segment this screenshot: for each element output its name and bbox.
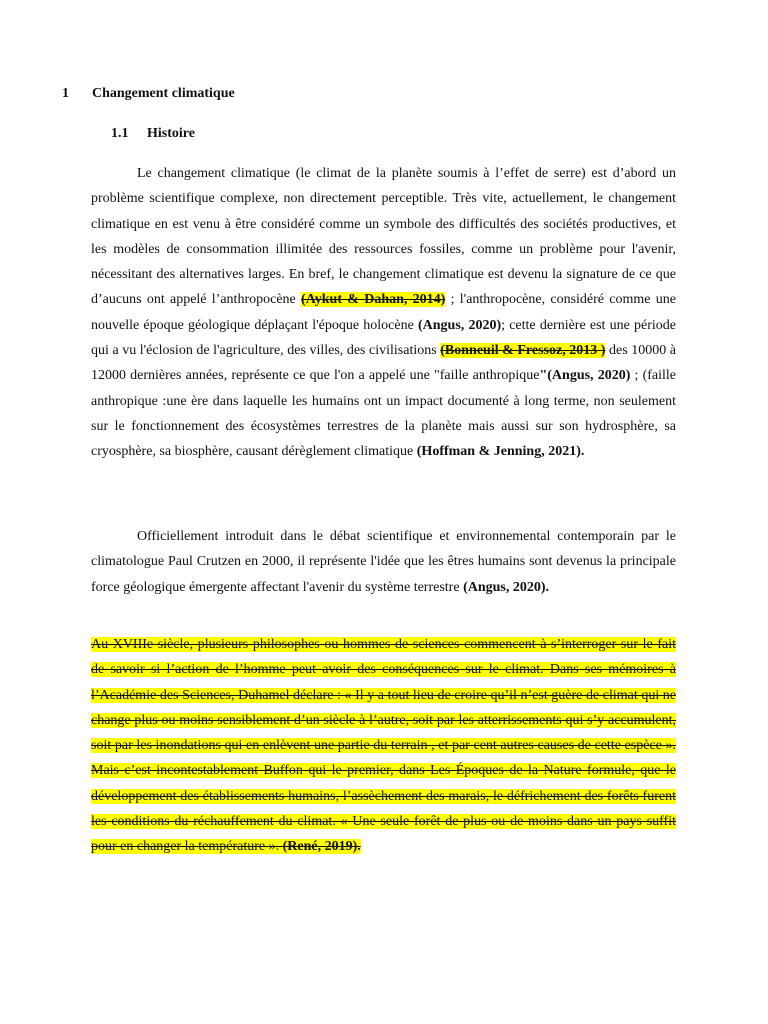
paragraph-1 [91, 161, 676, 465]
citation-aykut-dahan: (Aykut & Dahan, 2014) [301, 292, 446, 308]
paragraph-1-text-3: ; cette dernière est une période qui a vu l'éclosion de l'agriculture, des villes, des civilisations [91, 317, 676, 359]
paragraph-2-text-1: Officiellement introduit dans le débat scientifique et environnemental contemporain par le climatologue Paul Crutzen en 2000, il représente l'idée que les êtres humains sont devenus la principale force géologique émergente affectant l'avenir du système terrestre [91, 529, 676, 595]
heading-2 [111, 126, 195, 142]
citation-angus-3: (Angus, 2020). [463, 579, 550, 595]
heading-1 [62, 86, 235, 102]
paragraph-3-text-1: Au XVIIIe siècle, plusieurs philosophes ou hommes de sciences commencent à s’interroger sur le fait de savoir si l’action de l’homme peut avoir des conséquences sur le climat. Dans ses mémoires à l’Académie des Sciences, Duhamel déclare : « Il y a tout lieu de croire qu’il n’est guère de climat qui ne change plus ou moins sensiblement d’un siècle à l’autre, soit par les atterrissements qui s’y accumulent, soit par les inondations qui en enlèvent une partie du terrain , et par cent autres causes de cette espèce ». Mais c’est incontestablement Buffon qui le premier, dans Les Époques de la Nature formule, que le développement des établissements humains, l’assèchement des marais, le défrichement des forêts furent les conditions du réchauffement du climat. « Une seule forêt de plus ou de moins dans un pays suffit pour en changer la température ». [91, 637, 676, 855]
paragraph-1-text-2: ; l'anthropocène, considéré comme une nouvelle époque géologique déplaçant l'époque holocène [91, 292, 676, 333]
citation-bonneuil-fressoz: (Bonneuil & Fressoz, 2013 ) [440, 343, 606, 359]
citation-rene: (René, 2019). [282, 839, 361, 855]
citation-hoffman-jenning: (Hoffman & Jenning, 2021). [416, 444, 585, 460]
citation-angus-2: "(Angus, 2020) [539, 368, 631, 384]
heading-2-number: 1.1 [111, 126, 129, 141]
paragraph-2 [91, 524, 676, 600]
paragraph-1-text-1: Le changement climatique (le climat de la planète soumis à l’effet de serre) est d’abord un problème scientifique complexe, non directement perceptible. Très vite, actuellement, le changement climatique en est venu à être considéré comme un symbole des difficultés des sociétés productives, et les modèles de consommation illimitée des ressources fossiles, comme un problème pour l'avenir, nécessitant des alternatives larges. En bref, le changement climatique est devenu la signature de ce que d’aucuns ont appelé l’anthropocène [91, 166, 676, 308]
heading-1-title: Changement climatique [92, 86, 235, 101]
paragraph-1-text-5: ; (faille anthropique :une ère dans laquelle les humains ont un impact documenté à long terme, non seulement sur le fonctionnement des écosystèmes terrestres de la planète mais aussi sur son hydrosphère, sa cryosphère, sa biosphère, causant dérèglement climatique [91, 368, 676, 460]
heading-1-number: 1 [62, 86, 69, 101]
citation-angus-1: (Angus, 2020) [417, 317, 502, 333]
heading-2-title: Histoire [147, 126, 195, 141]
paragraph-1-text-4: des 10000 à 12000 dernières années, représente ce que l'on a appelé une "faille anthropique [91, 343, 676, 384]
paragraph-3-deleted [91, 632, 676, 860]
